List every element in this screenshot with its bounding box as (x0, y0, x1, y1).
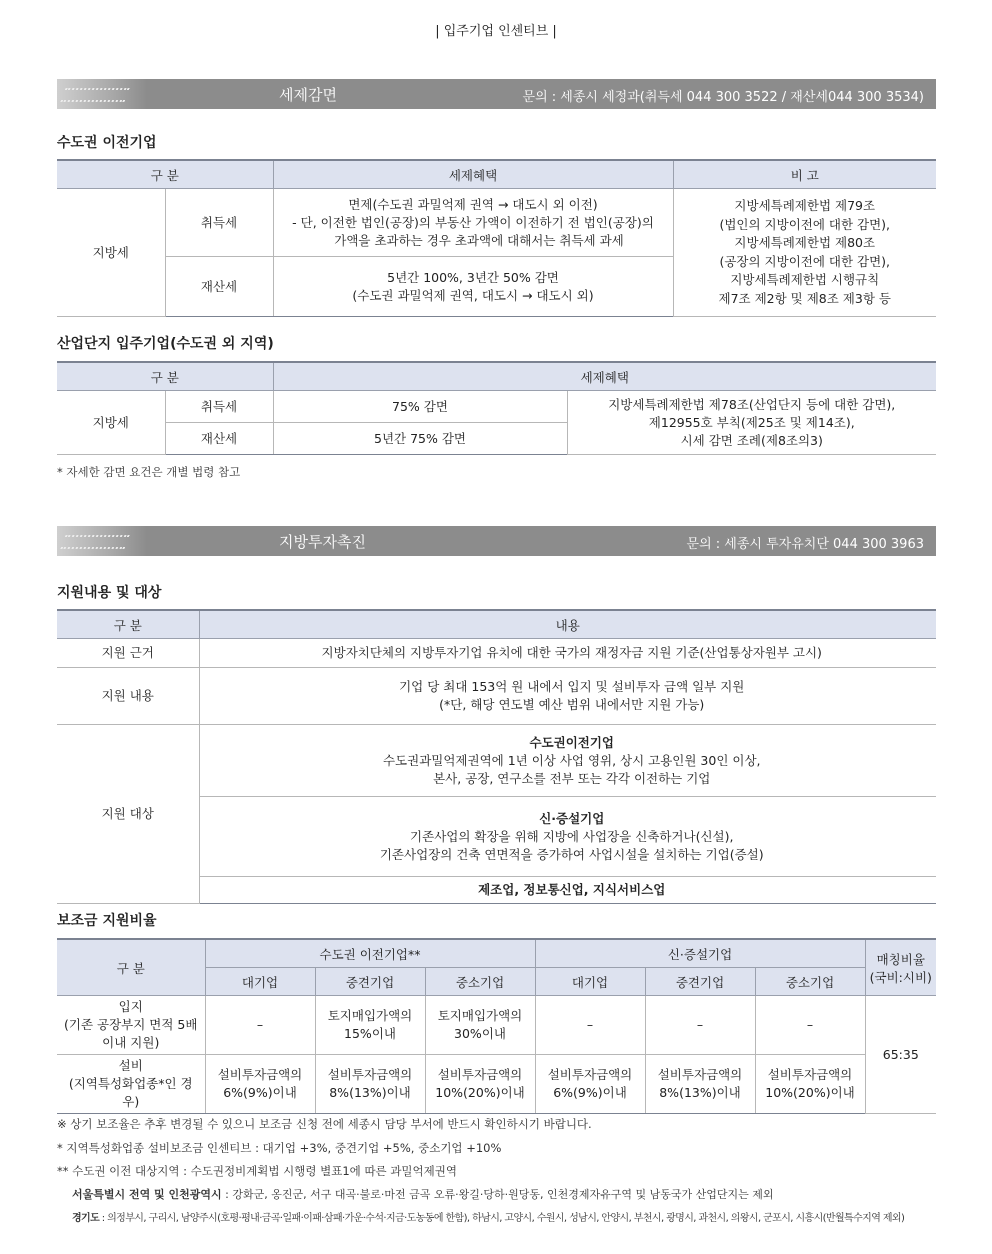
header-content: 내용 (199, 610, 936, 639)
header-relocation: 수도권 이전기업** (205, 939, 535, 968)
cell-line: 설비투자금액의 (437, 1067, 523, 1082)
tax-banner (57, 79, 936, 109)
cell-line: 8%(13%)이내 (659, 1085, 741, 1100)
header-large: 대기업 (205, 968, 315, 996)
site-cell: – (205, 996, 315, 1055)
invest-banner-title: 지방투자촉진 (279, 533, 366, 551)
tax-banner-contact: 문의 : 세종시 세정과(취득세 044 300 3522 / 재산세044 300 3534) (522, 90, 924, 105)
benefit-line: 5년간 100%, 3년간 50% 감면 (387, 269, 559, 285)
header-matching-ratio (865, 939, 936, 996)
property-tax-benefit: 5년간 75% 감면 (273, 423, 567, 455)
cell-line: 설비투자금액의 (217, 1067, 303, 1082)
support-content-table (57, 609, 936, 904)
cell-line: 6%(9%)이내 (223, 1085, 297, 1100)
cell-line: 10%(20%)이내 (435, 1085, 525, 1100)
header-line: (국비:시비) (869, 969, 932, 985)
header-benefit: 세제혜택 (273, 160, 673, 189)
benefit-line: - 단, 이전한 법인(공장)의 부동산 가액이 이전하기 전 법인(공장)의 (292, 214, 654, 230)
note-line: (공장의 지방이전에 대한 감면), (719, 253, 891, 269)
cell-line: 8%(13%)이내 (329, 1085, 411, 1100)
label-line: 입지 (118, 999, 143, 1014)
target-industries: 제조업, 정보통신업, 지식서비스업 (199, 877, 936, 904)
header-new-expansion: 신·증설기업 (535, 939, 865, 968)
note-gyeonggi-heading: 경기도 (72, 1213, 100, 1224)
equipment-label (57, 1055, 205, 1114)
target-relocation-title: 수도권이전기업 (529, 734, 615, 750)
tax-industrial-table (57, 361, 936, 455)
cell-line: 15%이내 (344, 1026, 396, 1041)
header-line: 매칭비율 (876, 951, 925, 967)
header-benefit: 세제혜택 (273, 362, 936, 391)
benefit-line: (수도권 과밀억제 권역, 대도시 → 대도시 외) (352, 287, 594, 303)
site-cell: – (755, 996, 865, 1055)
cell-line: 10%(20%)이내 (765, 1085, 855, 1100)
header-midsize: 중견기업 (645, 968, 755, 996)
header-small: 중소기업 (425, 968, 535, 996)
cell-line: 토지매입가액의 (437, 1008, 523, 1023)
acquisition-tax-benefit (273, 189, 673, 257)
site-cell: – (535, 996, 645, 1055)
acquisition-tax-label: 취득세 (165, 189, 273, 257)
equipment-cell (535, 1055, 645, 1114)
content-line: (*단, 해당 연도별 예산 범위 내에서만 지원 가능) (439, 697, 705, 712)
basis-text: 지방자치단체의 지방투자기업 유치에 대한 국가의 재정자금 지원 기준(산업통상자원부 고시) (199, 639, 936, 668)
note-line: 시세 감면 조례(제8조의3) (680, 432, 823, 448)
invest-section2-title: 보조금 지원비율 (57, 913, 157, 929)
equipment-cell (645, 1055, 755, 1114)
property-tax-label: 재산세 (165, 257, 273, 317)
category-local-tax: 지방세 (57, 189, 165, 317)
relocation-note (673, 189, 936, 317)
subsidy-note-1: ※ 상기 보조율은 추후 변경될 수 있으니 보조금 신청 전에 세종시 담당 부서에 반드시 확인하시기 바랍니다. (57, 1117, 592, 1131)
subsidy-ratio-table (57, 938, 936, 1114)
cell-line: 토지매입가액의 (327, 1008, 413, 1023)
subsidy-note-2: * 지역특성화업종 설비보조금 인센티브 : 대기업 +3%, 중견기업 +5%, 중소기업 +10% (57, 1141, 502, 1155)
target-new-title: 신·증설기업 (539, 810, 605, 826)
note-line: 제12955호 부칙(제25조 및 제14조), (648, 414, 855, 430)
header-small: 중소기업 (755, 968, 865, 996)
subsidy-note-gyeonggi (72, 1209, 972, 1224)
site-cell: – (645, 996, 755, 1055)
note-line: 지방세특례제한법 시행규칙 (730, 272, 880, 287)
page-header: | 입주기업 인센티브 | (435, 24, 557, 39)
content-line: 기업 당 최대 153억 원 내에서 입지 및 설비투자 금액 일부 지원 (399, 679, 745, 694)
property-tax-label: 재산세 (165, 423, 273, 455)
header-category: 구 분 (57, 160, 273, 189)
header-category: 구 분 (57, 610, 199, 639)
target-label: 지원 대상 (57, 725, 199, 904)
label-line: 설비 (118, 1058, 143, 1073)
note-gyeonggi-text: : 의정부시, 구리시, 남양주시(호평·평내·금곡·일패·이패·삼패·가운·수석·지금·도농동에 한함), 하남시, 고양시, 수원시, 성남시, 안양시, 부천시, 광명시, 과천시, 의왕시, 군포시, 시흥시(반월특수지역 제외) (99, 1213, 905, 1224)
category-local-tax: 지방세 (57, 391, 165, 455)
benefit-line: 가액을 초과하는 경우 초과액에 대해서는 취득세 과세 (334, 232, 624, 248)
cell-line: 설비투자금액의 (547, 1067, 633, 1082)
note-line: 지방세특례제한법 제78조(산업단지 등에 대한 감면), (608, 396, 896, 412)
industrial-note (567, 391, 936, 455)
note-seoul-heading: 서울특별시 전역 및 인천광역시 (72, 1188, 222, 1201)
subsidy-note-seoul (72, 1186, 972, 1202)
site-cell (315, 996, 425, 1055)
label-line: (기존 공장부지 면적 5배 (64, 1017, 198, 1032)
target-line: 본사, 공장, 연구소를 전부 또는 각각 이전하는 기업 (433, 770, 711, 786)
label-line: 이내 지원) (102, 1035, 160, 1050)
header-note: 비 고 (673, 160, 936, 189)
target-line: 기존사업장의 건축 연면적을 증가하여 사업시설을 설치하는 기업(증설) (379, 846, 764, 862)
cell-line: 설비투자금액의 (657, 1067, 743, 1082)
target-relocation (199, 725, 936, 797)
target-line: 기존사업의 확장을 위해 지방에 사업장을 신축하거나(신설), (410, 828, 734, 844)
header-category: 구 분 (57, 939, 205, 996)
equipment-cell (205, 1055, 315, 1114)
matching-ratio-value: 65:35 (865, 996, 936, 1114)
header-midsize: 중견기업 (315, 968, 425, 996)
equipment-cell (425, 1055, 535, 1114)
label-line: (지역특성화업종*인 경우) (68, 1076, 193, 1109)
tax-footnote: * 자세한 감면 요건은 개별 법령 참고 (57, 465, 241, 479)
tax-section1-title: 수도권 이전기업 (57, 135, 157, 151)
tax-relocation-table (57, 159, 936, 317)
header-category: 구 분 (57, 362, 273, 391)
dna-decoration-icon (57, 79, 147, 109)
content-text (199, 668, 936, 725)
tax-section2-title: 산업단지 입주기업(수도권 외 지역) (57, 336, 274, 352)
cell-line: 설비투자금액의 (327, 1067, 413, 1082)
cell-line: 6%(9%)이내 (553, 1085, 627, 1100)
site-cell (425, 996, 535, 1055)
note-seoul-text: : 강화군, 옹진군, 서구 대곡·불로·마전 금곡 오류·왕길·당하·원당동, 인천경제자유구역 및 남동국가 산업단지는 제외 (221, 1188, 774, 1201)
site-label (57, 996, 205, 1055)
note-line: 제7조 제2항 및 제8조 제3항 등 (718, 290, 891, 306)
target-line: 수도권과밀억제권역에 1년 이상 사업 영위, 상시 고용인원 30인 이상, (382, 752, 761, 768)
equipment-cell (755, 1055, 865, 1114)
cell-line: 설비투자금액의 (767, 1067, 853, 1082)
property-tax-benefit (273, 257, 673, 317)
invest-banner-contact: 문의 : 세종시 투자유치단 044 300 3963 (686, 537, 924, 552)
subsidy-note-3: ** 수도권 이전 대상지역 : 수도권정비계획법 시행령 별표1에 따른 과밀억제권역 (57, 1164, 457, 1178)
benefit-line: 면제(수도권 과밀억제 권역 → 대도시 외 이전) (348, 196, 598, 212)
basis-label: 지원 근거 (57, 639, 199, 668)
acquisition-tax-label: 취득세 (165, 391, 273, 423)
invest-section1-title: 지원내용 및 대상 (57, 585, 162, 601)
tax-banner-title: 세제감면 (279, 86, 337, 104)
invest-banner (57, 526, 936, 556)
acquisition-tax-benefit: 75% 감면 (273, 391, 567, 423)
note-line: 지방세특례제한법 제80조 (734, 235, 876, 250)
target-new-expansion (199, 797, 936, 877)
note-line: 지방세특례제한법 제79조 (734, 198, 876, 213)
equipment-cell (315, 1055, 425, 1114)
note-line: (법인의 지방이전에 대한 감면), (719, 216, 891, 232)
content-label: 지원 내용 (57, 668, 199, 725)
dna-decoration-icon (57, 526, 147, 556)
cell-line: 30%이내 (454, 1026, 506, 1041)
header-large: 대기업 (535, 968, 645, 996)
